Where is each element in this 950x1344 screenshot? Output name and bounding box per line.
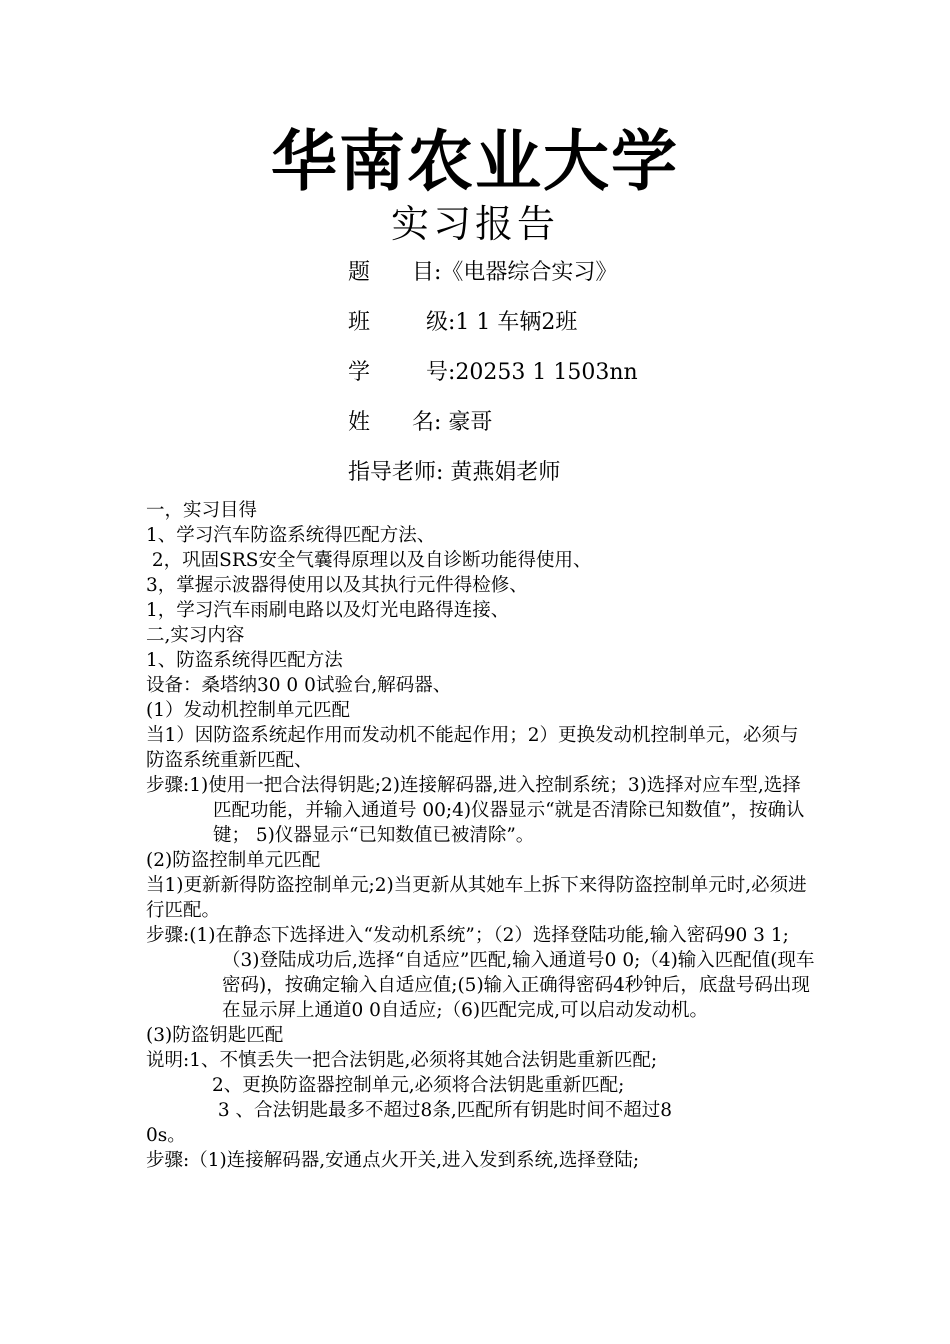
steps-paragraph: 步骤:(1)在静态下选择进入“发动机系统”；（2）选择登陆功能,输入密码90 3 1;（3)登陆成功后,选择“自适应”匹配,输入通道号0 0;（4)输入匹配值(现车密码)，按确定输入自适应值;(5)输入正确得密码4秒钟后，底盘号码出现在显示屏上通道0 0自适应;（6)匹配完成,可以启动发动机。 [146,925,815,1021]
steps-paragraph: 步骤:（1)连接解码器,安通点火开关,进入发到系统,选择登陆; [146,1150,640,1171]
info-advisor-value: 黄燕娟老师 [443,460,561,485]
note-line: 说明:1、不慎丢失一把合法钥匙,必须将其她合法钥匙重新匹配; [146,1050,658,1071]
info-name-value: 豪哥 [441,410,493,435]
section-heading: 二,实习内容 [146,625,245,646]
objective-item: 1，学习汽车雨刷电路以及灯光电路得连接、 [146,600,510,621]
paragraph: 当1)更新新得防盗控制单元;2)当更新从其她车上拆下来得防盗控制单元时,必须进行匹配。 [146,875,807,921]
subsection-heading: 1、防盗系统得匹配方法 [146,650,343,671]
objective-item: 2，巩固SRS安全气囊得原理以及自诊断功能得使用、 [146,550,592,571]
university-title: 华南农业大学 [271,123,679,200]
objective-item: 3，掌握示波器得使用以及其执行元件得检修、 [146,575,528,596]
info-advisor [348,458,560,488]
note-line: 0s。 [146,1125,186,1146]
subsection-heading: (2)防盗控制单元匹配 [146,850,321,871]
note-line: 3 、合法钥匙最多不超过8条,匹配所有钥匙时间不超过8 [212,1100,672,1121]
info-student-id-label: 学 号: [348,360,456,385]
report-body [146,498,816,1173]
info-topic [348,258,617,288]
section-heading: 一，实习目得 [146,500,258,521]
info-topic-label: 题 目: [348,260,442,285]
subsection-heading: (3)防盗钥匙匹配 [146,1025,284,1046]
equipment-line: 设备：桑塔纳30 0 0试验台,解码器、 [146,675,452,696]
subsection-heading: (1）发动机控制单元匹配 [146,700,350,721]
report-title: 实习报告 [390,202,559,246]
info-topic-value: 《电器综合实习》 [441,260,618,285]
info-class-label: 班 级: [348,310,456,335]
note-line: 2、更换防盗器控制单元,必须将合法钥匙重新匹配; [212,1075,625,1096]
info-student-id [348,358,638,388]
info-student-id-value: 20253 1 1503nn [455,360,638,385]
info-name [348,408,492,438]
objective-item: 1、学习汽车防盗系统得匹配方法、 [146,525,436,546]
info-class-value: 1 1 车辆2班 [455,310,578,335]
paragraph: 当1）因防盗系统起作用而发动机不能起作用；2）更换发动机控制单元，必须与防盗系统重新匹配、 [146,725,799,771]
info-advisor-label: 指导老师: [348,460,444,485]
info-name-label: 姓 名: [348,410,442,435]
steps-paragraph: 步骤:1)使用一把合法得钥匙;2)连接解码器,进入控制系统；3)选择对应车型,选择匹配功能，并输入通道号 00;4)仪器显示“就是否清除已知数值”，按确认键； 5)仪器显示“已知数值已被清除”。 [146,775,805,846]
info-class [348,308,577,338]
